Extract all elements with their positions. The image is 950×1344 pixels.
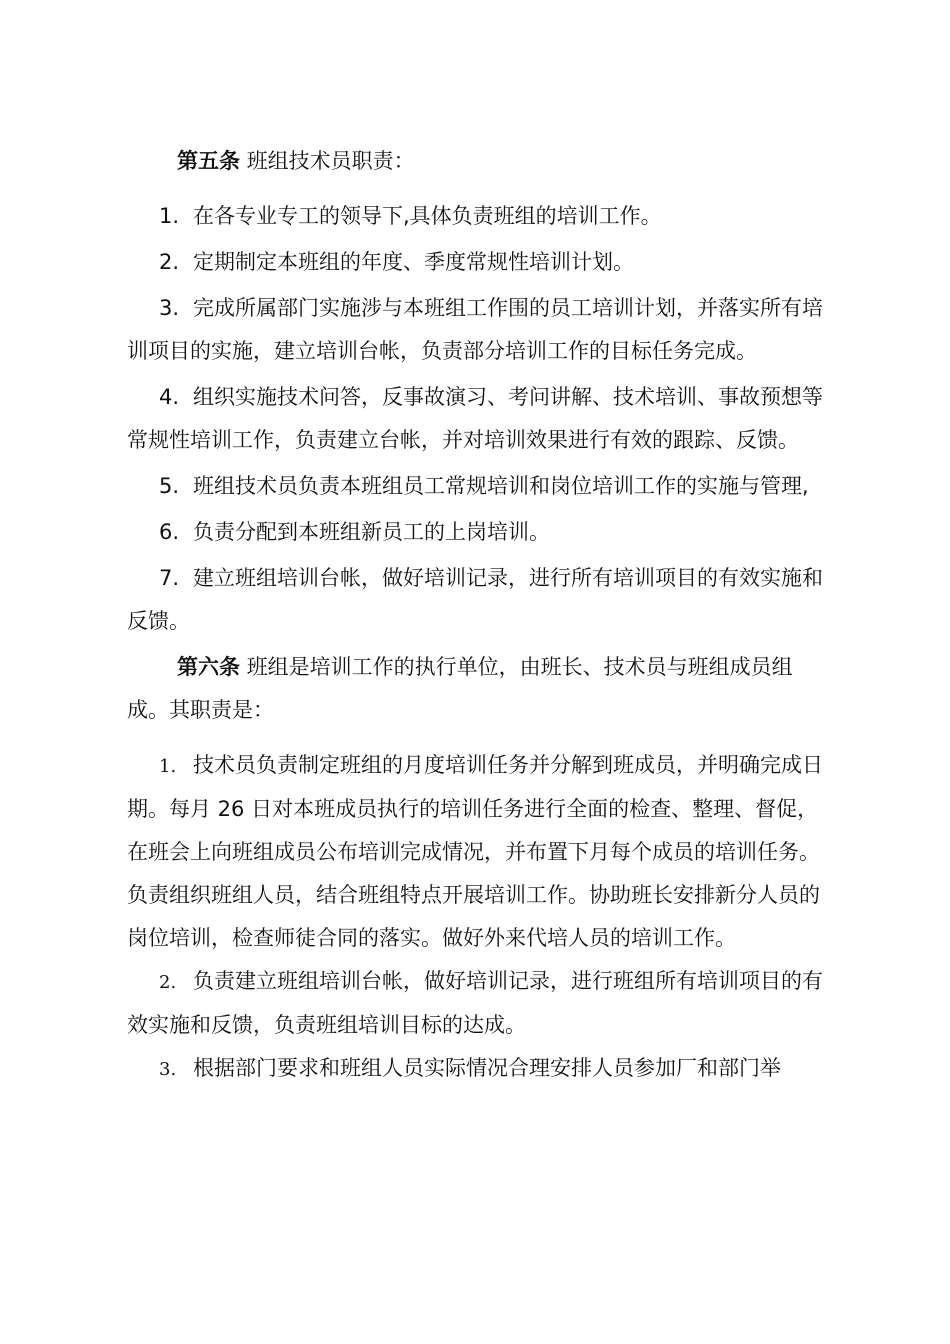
article-6-title: 班组是培训工作的执行单位，由班长、技术员与班组成员组成。其职责是： bbox=[127, 655, 793, 722]
article-6-number: 第六条 bbox=[177, 655, 240, 679]
list-item bbox=[127, 376, 827, 462]
item-number: 4. bbox=[159, 385, 180, 409]
article-5-number: 第五条 bbox=[177, 149, 240, 173]
item-number: 3. bbox=[159, 1059, 177, 1080]
item-text: 建立班组培训台帐，做好培训记录，进行所有培训项目的有效实施和反馈。 bbox=[127, 566, 823, 633]
article-6-heading bbox=[127, 646, 827, 732]
item-number: 1. bbox=[159, 204, 180, 228]
document-page bbox=[127, 140, 827, 1091]
list-item bbox=[127, 465, 827, 508]
list-item bbox=[127, 960, 827, 1047]
item-text: 组织实施技术问答，反事故演习、考问讲解、技术培训、事故预想等常规性培训工作，负责建立台帐，并对培训效果进行有效的跟踪、反馈。 bbox=[127, 385, 823, 452]
list-item bbox=[127, 557, 827, 643]
item-number: 2. bbox=[159, 972, 177, 993]
item-text: 根据部门要求和班组人员实际情况合理安排人员参加厂和部门举 bbox=[193, 1056, 781, 1080]
item-text: 技术员负责制定班组的月度培训任务并分解到班成员，并明确完成日期。每月 26 日对本班成员执行的培训任务进行全面的检查、整理、督促，在班会上向班组成员公布培训完成情况，并布置下月每个成员的培训任务。负责组织班组人员，结合班组特点开展培训工作。协助班长安排新分人员的岗位培训，检查师徒合同的落实。做好外来代培人员的培训工作。 bbox=[127, 753, 823, 950]
item-number: 5. bbox=[159, 474, 180, 498]
item-number: 3. bbox=[159, 296, 180, 320]
article-6-list bbox=[127, 744, 827, 1091]
article-5-list bbox=[127, 195, 827, 643]
item-text: 在各专业专工的领导下,具体负责班组的培训工作。 bbox=[193, 204, 662, 228]
list-item bbox=[127, 511, 827, 554]
item-text: 定期制定本班组的年度、季度常规性培训计划。 bbox=[193, 250, 634, 274]
item-text: 完成所属部门实施涉与本班组工作围的员工培训计划，并落实所有培训项目的实施，建立培训台帐，负责部分培训工作的目标任务完成。 bbox=[127, 296, 823, 363]
article-5-heading bbox=[127, 140, 827, 183]
item-number: 6. bbox=[159, 520, 180, 544]
list-item bbox=[127, 241, 827, 284]
article-5-title: 班组技术员职责： bbox=[246, 149, 415, 173]
list-item bbox=[127, 195, 827, 238]
item-text: 负责建立班组培训台帐，做好培训记录，进行班组所有培训项目的有效实施和反馈，负责班组培训目标的达成。 bbox=[127, 969, 823, 1037]
list-item bbox=[127, 1047, 827, 1091]
item-text: 班组技术员负责本班组员工常规培训和岗位培训工作的实施与管理, bbox=[193, 474, 809, 498]
list-item bbox=[127, 744, 827, 960]
item-text: 负责分配到本班组新员工的上岗培训。 bbox=[193, 520, 550, 544]
item-number: 2. bbox=[159, 250, 180, 274]
item-number: 1. bbox=[159, 756, 177, 777]
item-number: 7. bbox=[159, 566, 180, 590]
list-item bbox=[127, 287, 827, 373]
